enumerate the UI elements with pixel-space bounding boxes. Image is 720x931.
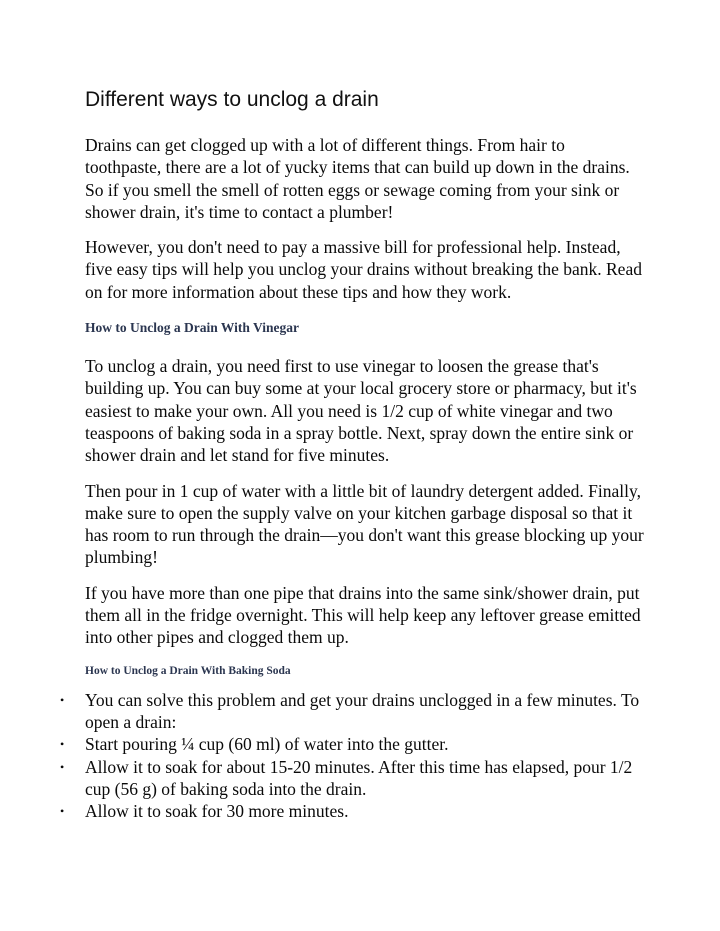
page-title: Different ways to unclog a drain [85, 88, 379, 111]
bullet-icon: • [60, 692, 65, 707]
section-heading-vinegar: How to Unclog a Drain With Vinegar [85, 320, 300, 336]
baking-soda-steps-list [60, 689, 645, 823]
list-item [60, 800, 645, 822]
vinegar-paragraph: If you have more than one pipe that drains into the same sink/shower drain, put them all in the fridge overnight. This will help keep any leftover grease emitted into other pipes and clogged them up. [85, 582, 641, 648]
list-item [60, 689, 645, 734]
document-body [60, 86, 645, 822]
bullet-icon: • [60, 804, 65, 819]
list-item-text: You can solve this problem and get your drains unclogged in a few minutes. To open a drain: [85, 689, 640, 732]
bullet-icon: • [60, 737, 65, 752]
vinegar-paragraph: To unclog a drain, you need first to use vinegar to loosen the grease that's building up. You can buy some at your local grocery store or pharmacy, but it's easiest to make your own. All you need is 1/2 cup of white vinegar and two teaspoons of baking soda in a spray bottle. Next, spray down the entire sink or shower drain and let stand for five minutes. [85, 356, 637, 466]
section-heading-baking-soda: How to Unclog a Drain With Baking Soda [85, 664, 291, 677]
list-item-text: Start pouring ¼ cup (60 ml) of water into the gutter. [85, 734, 449, 755]
list-item-text: Allow it to soak for about 15-20 minutes. After this time has elapsed, pour 1/2 cup (56 g) of baking soda into the drain. [85, 756, 633, 799]
intro-paragraph: However, you don't need to pay a massive bill for professional help. Instead, five easy tips will help you unclog your drains without breaking the bank. Read on for more information about these tips and how they work. [85, 237, 642, 302]
vinegar-paragraph: Then pour in 1 cup of water with a little bit of laundry detergent added. Finally, make sure to open the supply valve on your kitchen garbage disposal so that it has room to run through the drain—you don't want this grease blocking up your plumbing! [85, 480, 644, 568]
list-item [60, 756, 645, 801]
list-item-text: Allow it to soak for 30 more minutes. [85, 801, 349, 822]
list-item [60, 733, 645, 755]
bullet-icon: • [60, 759, 65, 774]
intro-paragraph: Drains can get clogged up with a lot of different things. From hair to toothpaste, there are a lot of yucky items that can build up down in the drains. So if you smell the smell of rotten eggs or sewage coming from your sink or shower drain, it's time to contact a plumber! [85, 135, 630, 222]
